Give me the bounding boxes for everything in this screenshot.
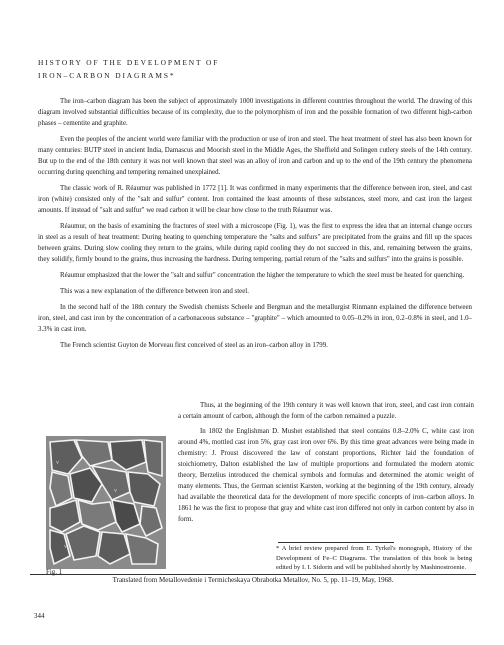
page-number: 344 [34,612,45,620]
svg-text:v: v [56,460,59,466]
paragraph: The French scientist Guyton de Morveau first conceived of steel as an iron–carbon alloy in 1799. [60,342,328,349]
paragraph: The classic work of R. Réaumur was published in 1772 [1]. It was confirmed in many experiments that the difference between iron, steel, and cast iron (white) consisted only of the "salt and sulfur" content. Iron contained the least amounts of these substances, steel more, and cast iron the largest amounts. If instead of "salt and sulfur" we read carbon it will be clear how close to the truth Réaumur was. [38,185,472,214]
paragraph: Réaumur emphasized that the lower the "salt and sulfur" concentration the higher the temperature to which the steel must be heated for quenching. [60,272,465,279]
figure-1-micrograph [46,436,166,569]
title-line: IRON–CARBON DIAGRAMS* [38,71,176,80]
grain-structure-image [46,436,166,569]
translation-source-note: Translated from Metallovedenie i Termicheskaya Obrabotka Metallov, No. 5, pp. 11–19, May, 1968. [112,576,394,584]
title-line: HISTORY OF THE DEVELOPMENT OF [38,58,220,67]
footnote: * A brief review prepared from E. Tyrkel's monograph, History of the Development of Fe–C Diagrams. The translation of this book is being edited by I. I. Sidorin and will be published shortly by Mashinostroenie. [276,545,472,572]
paragraph: Réaumur, on the basis of examining the fractures of steel with a microscope (Fig. 1), was the first to express the idea that an internal change occurs in steel as a result of heat treatment: During heating to quenching temperature the "salts and sulfurs" are precipitated from the grains and fill up the spaces between grains. During slow cooling they return to the grains, while during rapid cooling they do not succeed in this, and, remaining between the grains, they solidify, firmly bound to the grains, thus increasing the hardness. During tempering, partial return of the "salts and sulfurs" into the grains is possible. [38,223,472,263]
paragraph: This was a new explanation of the difference between iron and steel. [60,288,249,295]
paragraph: Thus, at the beginning of the 19th century it was well known that iron, steel, and cast iron contain a certain amount of carbon, although the form of the carbon remained a puzzle. [178,402,474,420]
paragraph: In the second half of the 18th century the Swedish chemists Scheele and Bergman and the metallurgist Rinmann explained the difference between iron, steel, and cast iron by the concentration of a carbonaceous substance – "graphite" – which amounted to 0.05–0.2% in iron, 0.2–0.8% in steel, and 1.0–3.3% in cast iron. [38,304,472,333]
paragraph: The iron–carbon diagram has been the subject of approximately 1000 investigations in different countries throughout the world. The drawing of this diagram involved substantial difficulties because of its complexity, due to the polymorphism of iron and the possible formation of two different high-carbon phases – cementite and graphite. [38,98,472,127]
translation-divider [30,574,476,575]
paragraph: In 1802 the Englishman D. Mushet established that steel contains 0.8–2.0% C, white cast iron around 4%, mottled cast iron 5%, gray cast iron over 6%. By this time great advances were being made in chemistry: J. Proust discovered the law of constant proportions, Richter laid the foundation of stoichiometry, Dalton established the law of multiple proportions and formulated the modern atomic theory, Berzelius introduced the chemical symbols and formulas and determined the atomic weight of many elements. Thus, the German scientist Karsten, working at the beginning of the 19th century, already had available the theoretical data for the development of more specific concepts of iron–carbon alloys. In 1861 he was the first to propose that gray and white cast iron differed not only in carbon content by also in form. [178,428,474,523]
svg-text:v: v [64,544,67,550]
figure-caption: Fig. 1 [46,569,63,576]
svg-text:v: v [114,488,117,494]
article-title [38,56,338,82]
paragraph: Even the peoples of the ancient world were familiar with the production or use of iron and steel. The heat treatment of steel has also been known for many centuries: BUTP steel in ancient India, Damascus and Moorish steel in the Middle Ages, the Sheffield and Solingen cutlery steels of the 14th century. But up to the end of the 18th century it was not well known that steel was an alloy of iron and carbon and up to the end of the 19th century the phenomena occurring during quenching and tempering remained unexplained. [38,136,472,176]
footnote-divider [278,542,394,543]
article-body [38,96,472,356]
right-column [178,400,474,529]
